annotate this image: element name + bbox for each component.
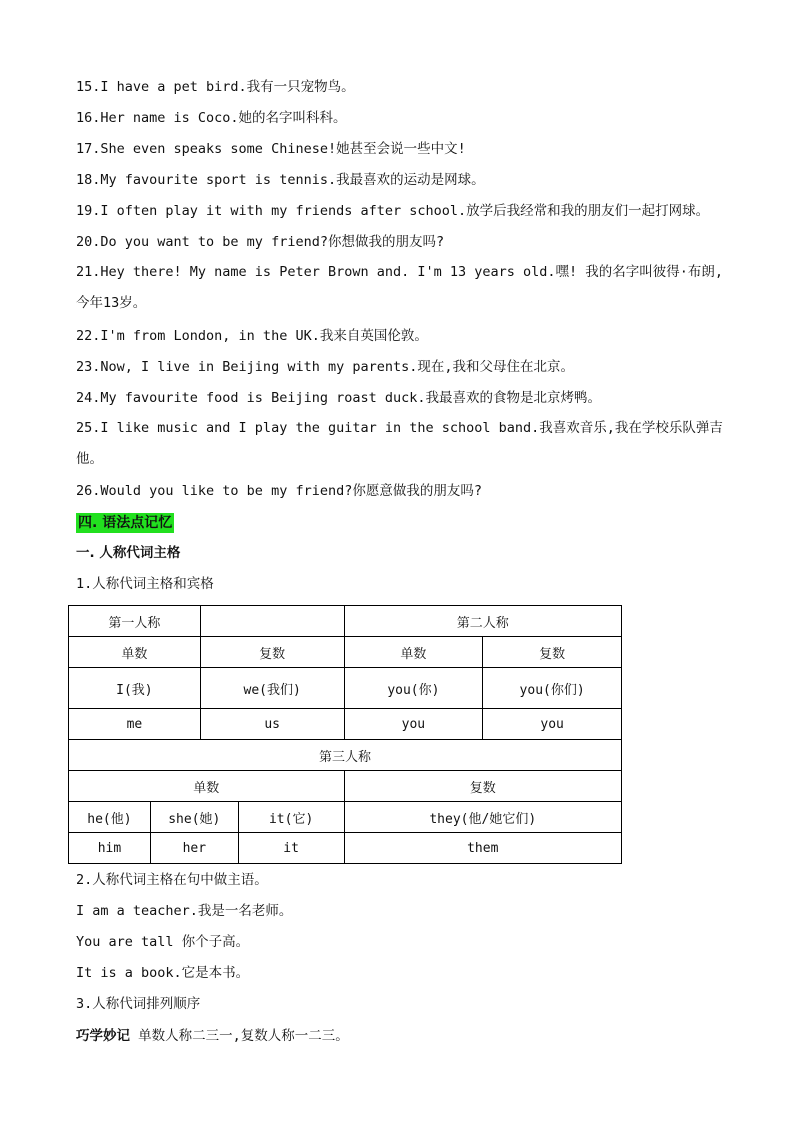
table-cell: her [150, 833, 238, 864]
sentence-22: 22.I'm from London, in the UK.我来自英国伦敦。 [76, 328, 428, 344]
sentence-16: 16.Her name is Coco.她的名字叫科科。 [76, 110, 347, 126]
sentence-23: 23.Now, I live in Beijing with my parents.现在,我和父母住在北京。 [76, 359, 574, 375]
table-cell: you(你们) [483, 668, 622, 709]
sentence-19: 19.I often play it with my friends after school.放学后我经常和我的朋友们一起打网球。 [76, 203, 710, 219]
sentence-15: 15.I have a pet bird.我有一只宠物鸟。 [76, 79, 355, 95]
sentence-20: 20.Do you want to be my friend?你想做我的朋友吗? [76, 234, 445, 250]
tip-text: 单数人称二三一,复数人称一二三。 [130, 1028, 349, 1044]
sentence-21: 21.Hey there! My name is Peter Brown and. I'm 13 years old.嘿! 我的名字叫彼得·布朗,今年13岁。 [76, 264, 724, 311]
plural-label: 复数 [200, 637, 344, 668]
table-cell: I(我) [69, 668, 201, 709]
table-cell: me [69, 709, 201, 740]
plural-label: 复数 [483, 637, 622, 668]
singular-label: 单数 [344, 637, 483, 668]
sentence-25: 25.I like music and I play the guitar in the school band.我喜欢音乐,我在学校乐队弹吉他。 [76, 420, 723, 467]
third-person-header: 第三人称 [69, 740, 622, 771]
table-cell: you [483, 709, 622, 740]
table-cell: you [344, 709, 483, 740]
table-cell: us [200, 709, 344, 740]
section-heading: 四. 语法点记忆 [78, 515, 173, 531]
table-cell: he(他) [69, 802, 151, 833]
first-person-header: 第一人称 [69, 606, 201, 637]
example-3: It is a book.它是本书。 [76, 965, 250, 981]
table-cell: we(我们) [200, 668, 344, 709]
item-1: 1.人称代词主格和宾格 [76, 576, 214, 592]
table-cell: them [344, 833, 621, 864]
item-2: 2.人称代词主格在句中做主语。 [76, 872, 268, 888]
table-cell: it(它) [238, 802, 344, 833]
table-cell: it [238, 833, 344, 864]
item-3: 3.人称代词排列顺序 [76, 996, 201, 1012]
plural-label: 复数 [344, 771, 621, 802]
second-person-header: 第二人称 [344, 606, 621, 637]
sentence-17: 17.She even speaks some Chinese!她甚至会说一些中文! [76, 141, 466, 157]
sub-heading: 一. 人称代词主格 [76, 545, 181, 561]
singular-label: 单数 [69, 771, 345, 802]
pronoun-table [68, 605, 622, 864]
example-2: You are tall 你个子高。 [76, 934, 250, 950]
first-person-header-fill [200, 606, 344, 637]
table-cell: him [69, 833, 151, 864]
table-cell: they(他/她它们) [344, 802, 621, 833]
tip-label: 巧学妙记 [76, 1028, 130, 1044]
singular-label: 单数 [69, 637, 201, 668]
example-1: I am a teacher.我是一名老师。 [76, 903, 293, 919]
sentence-18: 18.My favourite sport is tennis.我最喜欢的运动是网球。 [76, 172, 485, 188]
table-cell: you(你) [344, 668, 483, 709]
sentence-24: 24.My favourite food is Beijing roast duck.我最喜欢的食物是北京烤鸭。 [76, 390, 601, 406]
sentence-26: 26.Would you like to be my friend?你愿意做我的朋友吗? [76, 483, 482, 499]
table-cell: she(她) [150, 802, 238, 833]
memory-tip [76, 1027, 726, 1045]
